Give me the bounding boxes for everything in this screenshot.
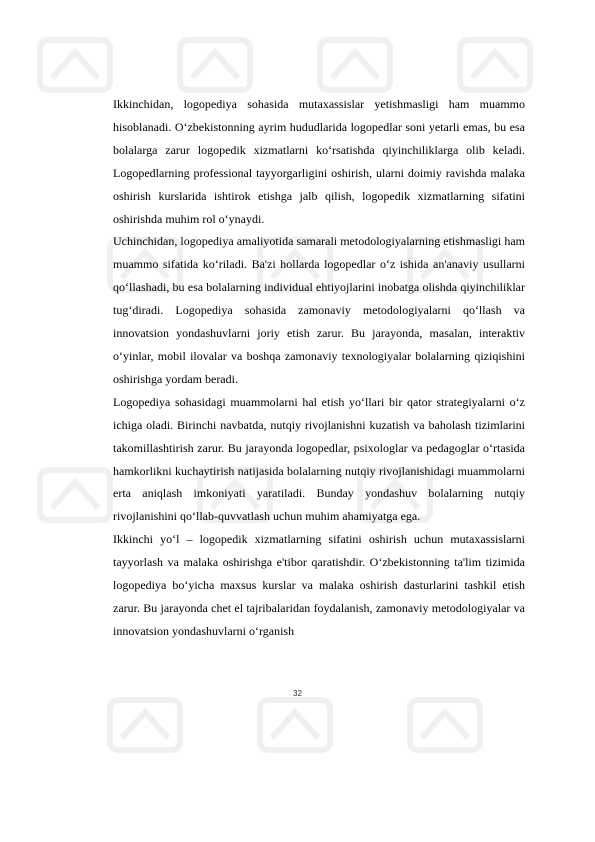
paragraph-1-text: Ikkinchidan, logopediya sohasida mutaxassislar yetishmasligi ham muammo hisoblanadi. O‘zbekistonning ayrim hududlarida logopedlar soni yetarli emas, bu esa bolalarga zarur logopedik xizmatlarni ko‘rsatishda qiyinchiliklarga olib keladi. Logopedlarning professional tayyorgarligini oshirish, ularni doimiy ravishda malaka oshirish kurslarida ishtirok etishga jalb qilish, logopedik xizmatlarning sifatini oshirishda muhim rol o‘ynaydi. — [113, 97, 525, 226]
paragraph-4-text: Ikkinchi yo‘l – logopedik xizmatlarning sifatini oshirish uchun mutaxassislarni tayyorlash va malaka oshirishga e'tibor qaratishdir. O‘zbekistonning ta'lim tizimida logopediya bo‘yicha maxsus kurslar va malaka oshirish dasturlarini tashkil etish zarur. Bu jarayonda chet el tajribalaridan foydalanish, zamonaviy metodologiyalar va innovatsion yondashuvlarni o‘rganish — [113, 532, 525, 638]
page-number: 32 — [293, 689, 302, 698]
paragraph-3-text: Logopediya sohasidagi muammolarni hal etish yo‘llari bir qator strategiyalarni o‘z ichiga oladi. Birinchi navbatda, nutqiy rivojlanishni kuzatish va baholash tizimlarini takomillashtirish zarur. Bu jarayonda logopedlar, psixologlar va pedagoglar o‘rtasida hamkorlikni kuchaytirish natijasida bolalarning nutqiy rivojlanishidagi muammolarni erta aniqlash imkoniyati yaratiladi. Bunday yondashuv bolalarning nutqiy rivojlanishini qo‘llab-quvvatlash uchun muhim ahamiyatga ega. — [113, 394, 525, 524]
paragraph-2-text: Uchinchidan, logopediya amaliyotida samarali metodologiyalarning etishmasligi ham muammo sifatida ko‘riladi. Ba'zi hollarda logopedlar o‘z ishida an'anaviy usullarni qo‘llashadi, bu esa bolalarning individual ehtiyojlarini inobatga olishda qiyinchiliklar tug‘diradi. Logopediya sohasida zamonaviy metodologiyalarni qo‘llash va innovatsion yondashuvlarni joriy etish zarur. Bu jarayonda, masalan, interaktiv o‘yinlar, mobil ilovalar va boshqa zamonaviy texnologiyalar bolalarning qiziqishini oshirishga yordam beradi. — [113, 234, 525, 386]
paragraph-4 — [113, 528, 525, 643]
paragraph-2 — [113, 230, 525, 390]
paragraph-3 — [113, 391, 525, 528]
page-body — [113, 93, 525, 643]
paragraph-1 — [113, 93, 525, 230]
